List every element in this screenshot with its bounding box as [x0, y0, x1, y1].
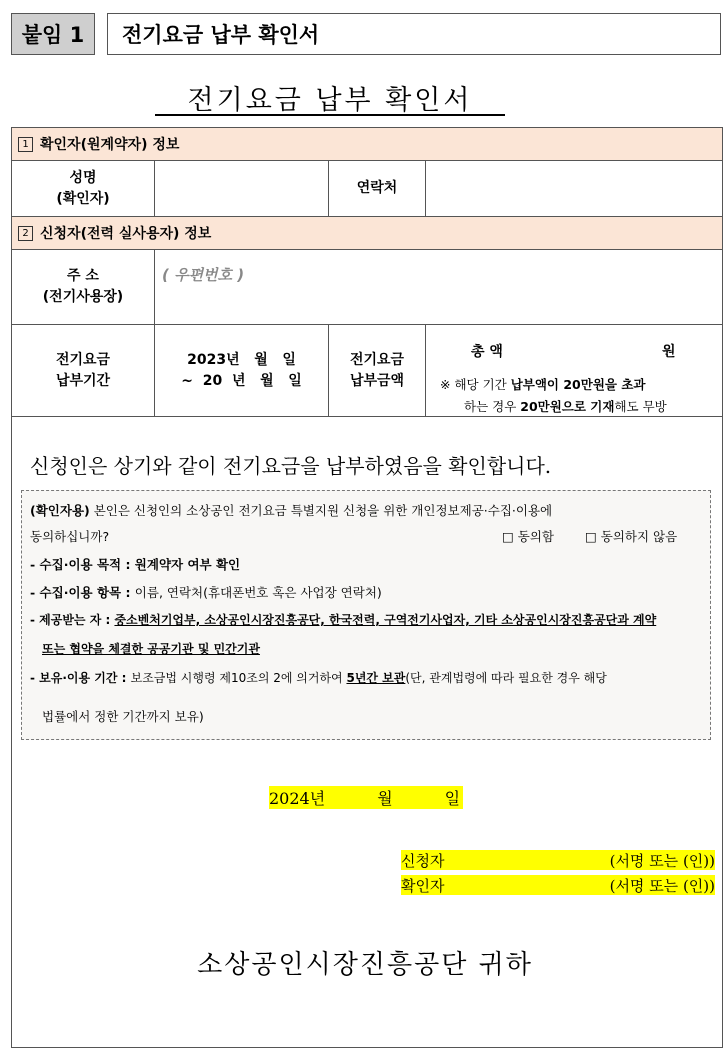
consent-question: 동의하십니까? [30, 529, 110, 544]
recipients-label: - 제공받는 자 : [30, 613, 115, 627]
note-text: 해도 무방 [614, 399, 667, 414]
applicant-label: 신청자 [401, 851, 445, 870]
confirmation-statement: 신청인은 상기와 같이 전기요금을 납부하였음을 확인합니다. [30, 454, 552, 478]
recipients-line2: 또는 협약을 체결한 공공기관 및 민간기관 [42, 642, 260, 656]
note-bold: 납부액이 20만원을 초과 [510, 377, 646, 392]
confirmer-label: 확인자 [401, 876, 445, 895]
name-label [12, 161, 154, 216]
attachment-label: 붙임 1 [11, 13, 95, 55]
total-label: 총 액 [471, 344, 503, 360]
period-from: 2023년 월 일 [187, 351, 296, 368]
agree-checkbox[interactable]: □ 동의함 [502, 529, 555, 544]
retention-label: - 보유·이용 기간 : [30, 671, 131, 685]
period-to: ~ 20 년 월 일 [181, 372, 302, 389]
section2-title: 신청자(전력 실사용자) 정보 [40, 226, 212, 242]
amount-label [329, 325, 425, 416]
disagree-checkbox[interactable]: □ 동의하지 않음 [585, 529, 678, 544]
section2-header [12, 217, 722, 249]
section1-number: 1 [18, 137, 33, 152]
purpose-label: - 수집·이용 목적 : [30, 557, 135, 572]
contact-label-text: 연락처 [356, 180, 398, 196]
confirmer-signature[interactable] [401, 875, 715, 895]
retention-line2: 법률에서 정한 기간까지 보유) [42, 709, 204, 724]
consent-lead [30, 501, 552, 519]
section2-number: 2 [18, 226, 33, 241]
date-month: 월 [377, 789, 393, 808]
name-label-line2: (확인자) [56, 190, 110, 207]
consent-lead-text: 본인은 신청인의 소상공인 전기요금 특별지원 신청을 위한 개인정보제공·수집·이용에 [89, 503, 553, 518]
items-value: 이름, 연락처(휴대폰번호 혹은 사업장 연락처) [134, 585, 382, 600]
period-label [12, 325, 154, 416]
note-text: 하는 경우 [464, 399, 521, 414]
address-label-line1: 주 소 [67, 268, 99, 284]
amount-note-line2 [464, 397, 667, 415]
contact-label [329, 161, 425, 216]
note-text: ※ 해당 기간 [440, 377, 511, 392]
note-bold: 20만원으로 기재 [520, 399, 615, 414]
retention-text: (단, 관계법령에 따라 필요한 경우 해당 [405, 671, 607, 685]
recipients-line [30, 611, 656, 628]
recipient-line: 소상공인시장진흥공단 귀하 [197, 950, 533, 980]
won-unit: 원 [662, 344, 676, 360]
address-label [12, 250, 154, 324]
divider [11, 416, 723, 417]
date-year: 2024년 [269, 789, 326, 808]
applicant-signature[interactable] [401, 850, 715, 870]
purpose-line [30, 555, 240, 573]
recipients-value: 중소벤처기업부, 소상공인시장진흥공단, 한국전력, 구역전기사업자, 기타 소상공인시장진흥공단과 계약 [114, 613, 657, 627]
date-line[interactable] [269, 786, 463, 809]
address-label-line2: (전기사용장) [42, 289, 124, 305]
retention-line [30, 669, 607, 686]
amount-note-line1 [440, 375, 645, 393]
amount-label-line1: 전기요금 [349, 351, 405, 368]
amount-field[interactable] [426, 325, 722, 416]
items-label: - 수집·이용 항목 : [30, 585, 135, 600]
applicant-sign-text: (서명 또는 (인)) [609, 851, 715, 870]
section1-title: 확인자(원계약자) 정보 [40, 137, 180, 153]
name-label-line1: 성명 [69, 169, 97, 186]
header-title: 전기요금 납부 확인서 [107, 13, 721, 55]
period-label-line2: 납부기간 [55, 372, 111, 389]
consent-lead-bold: (확인자용) [30, 503, 90, 518]
period-label-line1: 전기요금 [55, 351, 111, 368]
contact-field[interactable] [426, 161, 722, 216]
section1-header [12, 128, 722, 160]
date-day: 일 [444, 789, 461, 808]
period-field[interactable] [155, 325, 328, 416]
purpose-value: 원계약자 여부 확인 [134, 557, 241, 572]
address-field[interactable] [155, 250, 722, 324]
items-line [30, 583, 382, 601]
confirmer-sign-text: (서명 또는 (인)) [609, 876, 715, 895]
name-field[interactable] [155, 161, 328, 216]
consent-box [21, 490, 711, 740]
retention-text: 보조금법 시행령 제10조의 2에 의거하여 [130, 671, 347, 685]
postal-code-placeholder: ( 우편번호 ) [162, 266, 245, 284]
amount-label-line2: 납부금액 [349, 372, 405, 389]
document-title: 전기요금 납부 확인서 [155, 78, 505, 116]
retention-period: 5년간 보관 [346, 671, 406, 685]
